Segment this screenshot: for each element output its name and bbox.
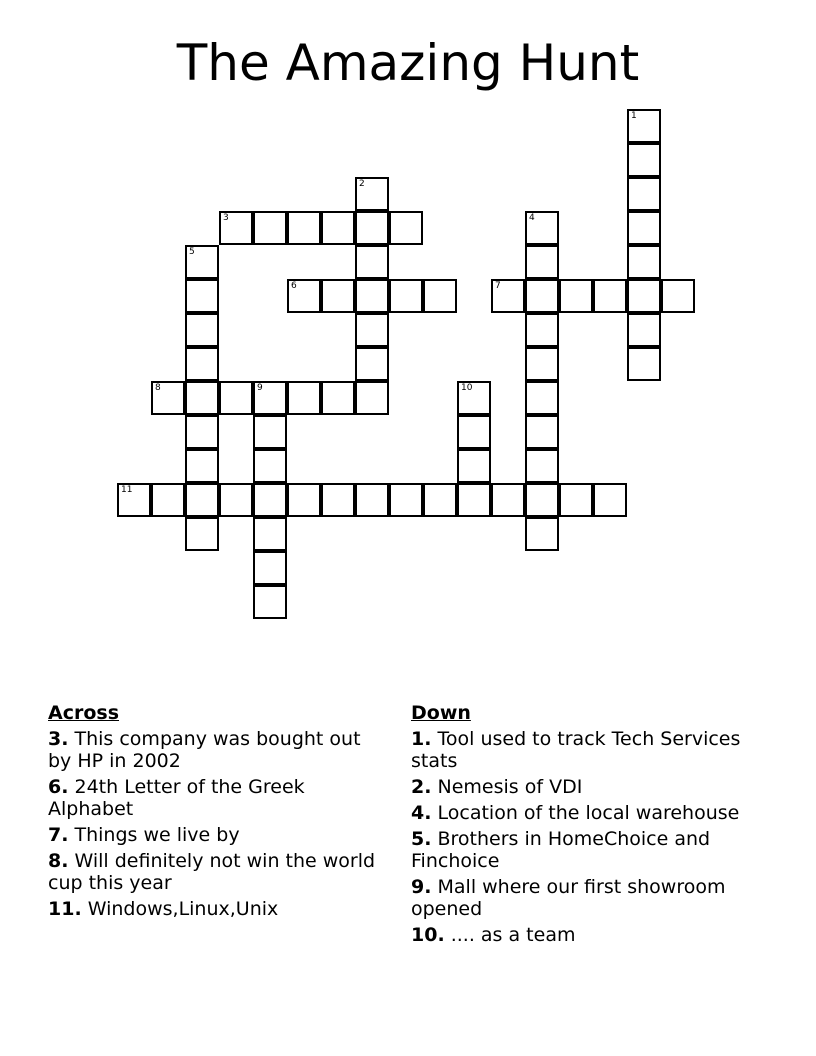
cell-number: 2 — [359, 179, 365, 189]
clue-number: 7. — [48, 824, 69, 846]
across-clue — [48, 824, 378, 846]
down-clues — [411, 702, 751, 950]
grid-cell[interactable] — [151, 381, 185, 415]
clue-text: Nemesis of VDI — [437, 776, 583, 798]
across-clue — [48, 776, 378, 820]
across-clue — [48, 850, 378, 894]
clue-number: 6. — [48, 776, 69, 798]
clue-number: 3. — [48, 728, 69, 750]
clue-text: Will definitely not win the world cup this year — [48, 850, 376, 894]
clue-number: 9. — [411, 876, 432, 898]
grid-cell[interactable] — [321, 381, 355, 415]
clue-text: Windows,Linux,Unix — [87, 898, 279, 920]
grid-cell[interactable] — [253, 585, 287, 619]
clue-number: 11. — [48, 898, 82, 920]
down-clue — [411, 876, 751, 920]
grid-cell[interactable] — [253, 551, 287, 585]
grid-cell[interactable] — [253, 449, 287, 483]
grid-cell[interactable] — [457, 483, 491, 517]
grid-cell[interactable] — [525, 245, 559, 279]
across-clue — [48, 898, 378, 920]
grid-cell[interactable] — [355, 313, 389, 347]
clue-text: Things we live by — [74, 824, 240, 846]
grid-cell[interactable] — [627, 109, 661, 143]
grid-cell[interactable] — [253, 381, 287, 415]
grid-cell[interactable] — [627, 245, 661, 279]
grid-cell[interactable] — [185, 279, 219, 313]
grid-cell[interactable] — [525, 211, 559, 245]
across-heading: Across — [48, 702, 120, 724]
cell-number: 1 — [631, 111, 637, 121]
grid-cell[interactable] — [423, 483, 457, 517]
grid-cell[interactable] — [185, 347, 219, 381]
grid-cell[interactable] — [219, 381, 253, 415]
grid-cell[interactable] — [627, 143, 661, 177]
grid-cell[interactable] — [491, 279, 525, 313]
grid-cell[interactable] — [185, 517, 219, 551]
grid-cell[interactable] — [627, 279, 661, 313]
grid-cell[interactable] — [287, 211, 321, 245]
clue-text: Location of the local warehouse — [437, 802, 740, 824]
cell-number: 7 — [495, 281, 501, 291]
down-clue — [411, 728, 751, 772]
cell-number: 8 — [155, 383, 161, 393]
grid-cell[interactable] — [355, 381, 389, 415]
grid-cell[interactable] — [525, 279, 559, 313]
grid-cell[interactable] — [355, 483, 389, 517]
grid-cell[interactable] — [559, 483, 593, 517]
cell-number: 4 — [529, 213, 535, 223]
grid-cell[interactable] — [253, 211, 287, 245]
grid-cell[interactable] — [287, 483, 321, 517]
clue-number: 5. — [411, 828, 432, 850]
down-clue — [411, 924, 751, 946]
grid-cell[interactable] — [627, 211, 661, 245]
grid-cell[interactable] — [355, 211, 389, 245]
down-clue — [411, 776, 751, 798]
grid-cell[interactable] — [627, 347, 661, 381]
down-clue — [411, 828, 751, 872]
grid-cell[interactable] — [355, 245, 389, 279]
grid-cell[interactable] — [355, 347, 389, 381]
grid-cell[interactable] — [321, 211, 355, 245]
grid-cell[interactable] — [525, 449, 559, 483]
grid-cell[interactable] — [627, 313, 661, 347]
grid-cell[interactable] — [559, 279, 593, 313]
grid-cell[interactable] — [525, 347, 559, 381]
grid-cell[interactable] — [525, 483, 559, 517]
grid-cell[interactable] — [185, 313, 219, 347]
grid-cell[interactable] — [593, 279, 627, 313]
grid-cell[interactable] — [151, 483, 185, 517]
grid-cell[interactable] — [389, 211, 423, 245]
clue-text: .... as a team — [450, 924, 576, 946]
grid-cell[interactable] — [457, 449, 491, 483]
clue-text: Tool used to track Tech Services stats — [411, 728, 741, 772]
grid-cell[interactable] — [185, 483, 219, 517]
clue-text: Brothers in HomeChoice and Finchoice — [411, 828, 711, 872]
grid-cell[interactable] — [219, 211, 253, 245]
clue-text: This company was bought out by HP in 2002 — [48, 728, 361, 772]
grid-cell[interactable] — [355, 177, 389, 211]
grid-cell[interactable] — [389, 279, 423, 313]
grid-cell[interactable] — [185, 381, 219, 415]
down-clue — [411, 802, 751, 824]
cell-number: 3 — [223, 213, 229, 223]
grid-cell[interactable] — [117, 483, 151, 517]
grid-cell[interactable] — [491, 483, 525, 517]
grid-cell[interactable] — [219, 483, 253, 517]
cell-number: 5 — [189, 247, 195, 257]
page-title: The Amazing Hunt — [176, 34, 640, 92]
grid-cell[interactable] — [525, 415, 559, 449]
clue-text: 24th Letter of the Greek Alphabet — [48, 776, 305, 820]
across-clues — [48, 702, 378, 924]
clue-number: 1. — [411, 728, 432, 750]
grid-cell[interactable] — [287, 279, 321, 313]
grid-cell[interactable] — [321, 279, 355, 313]
cell-number: 11 — [121, 485, 133, 495]
grid-cell[interactable] — [321, 483, 355, 517]
grid-cell[interactable] — [253, 517, 287, 551]
grid-cell[interactable] — [525, 313, 559, 347]
grid-cell[interactable] — [185, 449, 219, 483]
clue-number: 10. — [411, 924, 445, 946]
clue-number: 4. — [411, 802, 432, 824]
cell-number: 10 — [461, 383, 473, 393]
grid-cell[interactable] — [525, 517, 559, 551]
grid-cell[interactable] — [253, 415, 287, 449]
grid-cell[interactable] — [389, 483, 423, 517]
grid-cell[interactable] — [423, 279, 457, 313]
grid-cell[interactable] — [185, 415, 219, 449]
grid-cell[interactable] — [661, 279, 695, 313]
clue-number: 2. — [411, 776, 432, 798]
cell-number: 9 — [257, 383, 263, 393]
grid-cell[interactable] — [525, 381, 559, 415]
grid-cell[interactable] — [593, 483, 627, 517]
down-heading: Down — [411, 702, 471, 724]
across-clue — [48, 728, 378, 772]
grid-cell[interactable] — [253, 483, 287, 517]
grid-cell[interactable] — [185, 245, 219, 279]
grid-cell[interactable] — [457, 415, 491, 449]
clue-text: Mall where our first showroom opened — [411, 876, 726, 920]
grid-cell[interactable] — [457, 381, 491, 415]
clue-number: 8. — [48, 850, 69, 872]
grid-cell[interactable] — [627, 177, 661, 211]
cell-number: 6 — [291, 281, 297, 291]
grid-cell[interactable] — [355, 279, 389, 313]
grid-cell[interactable] — [287, 381, 321, 415]
